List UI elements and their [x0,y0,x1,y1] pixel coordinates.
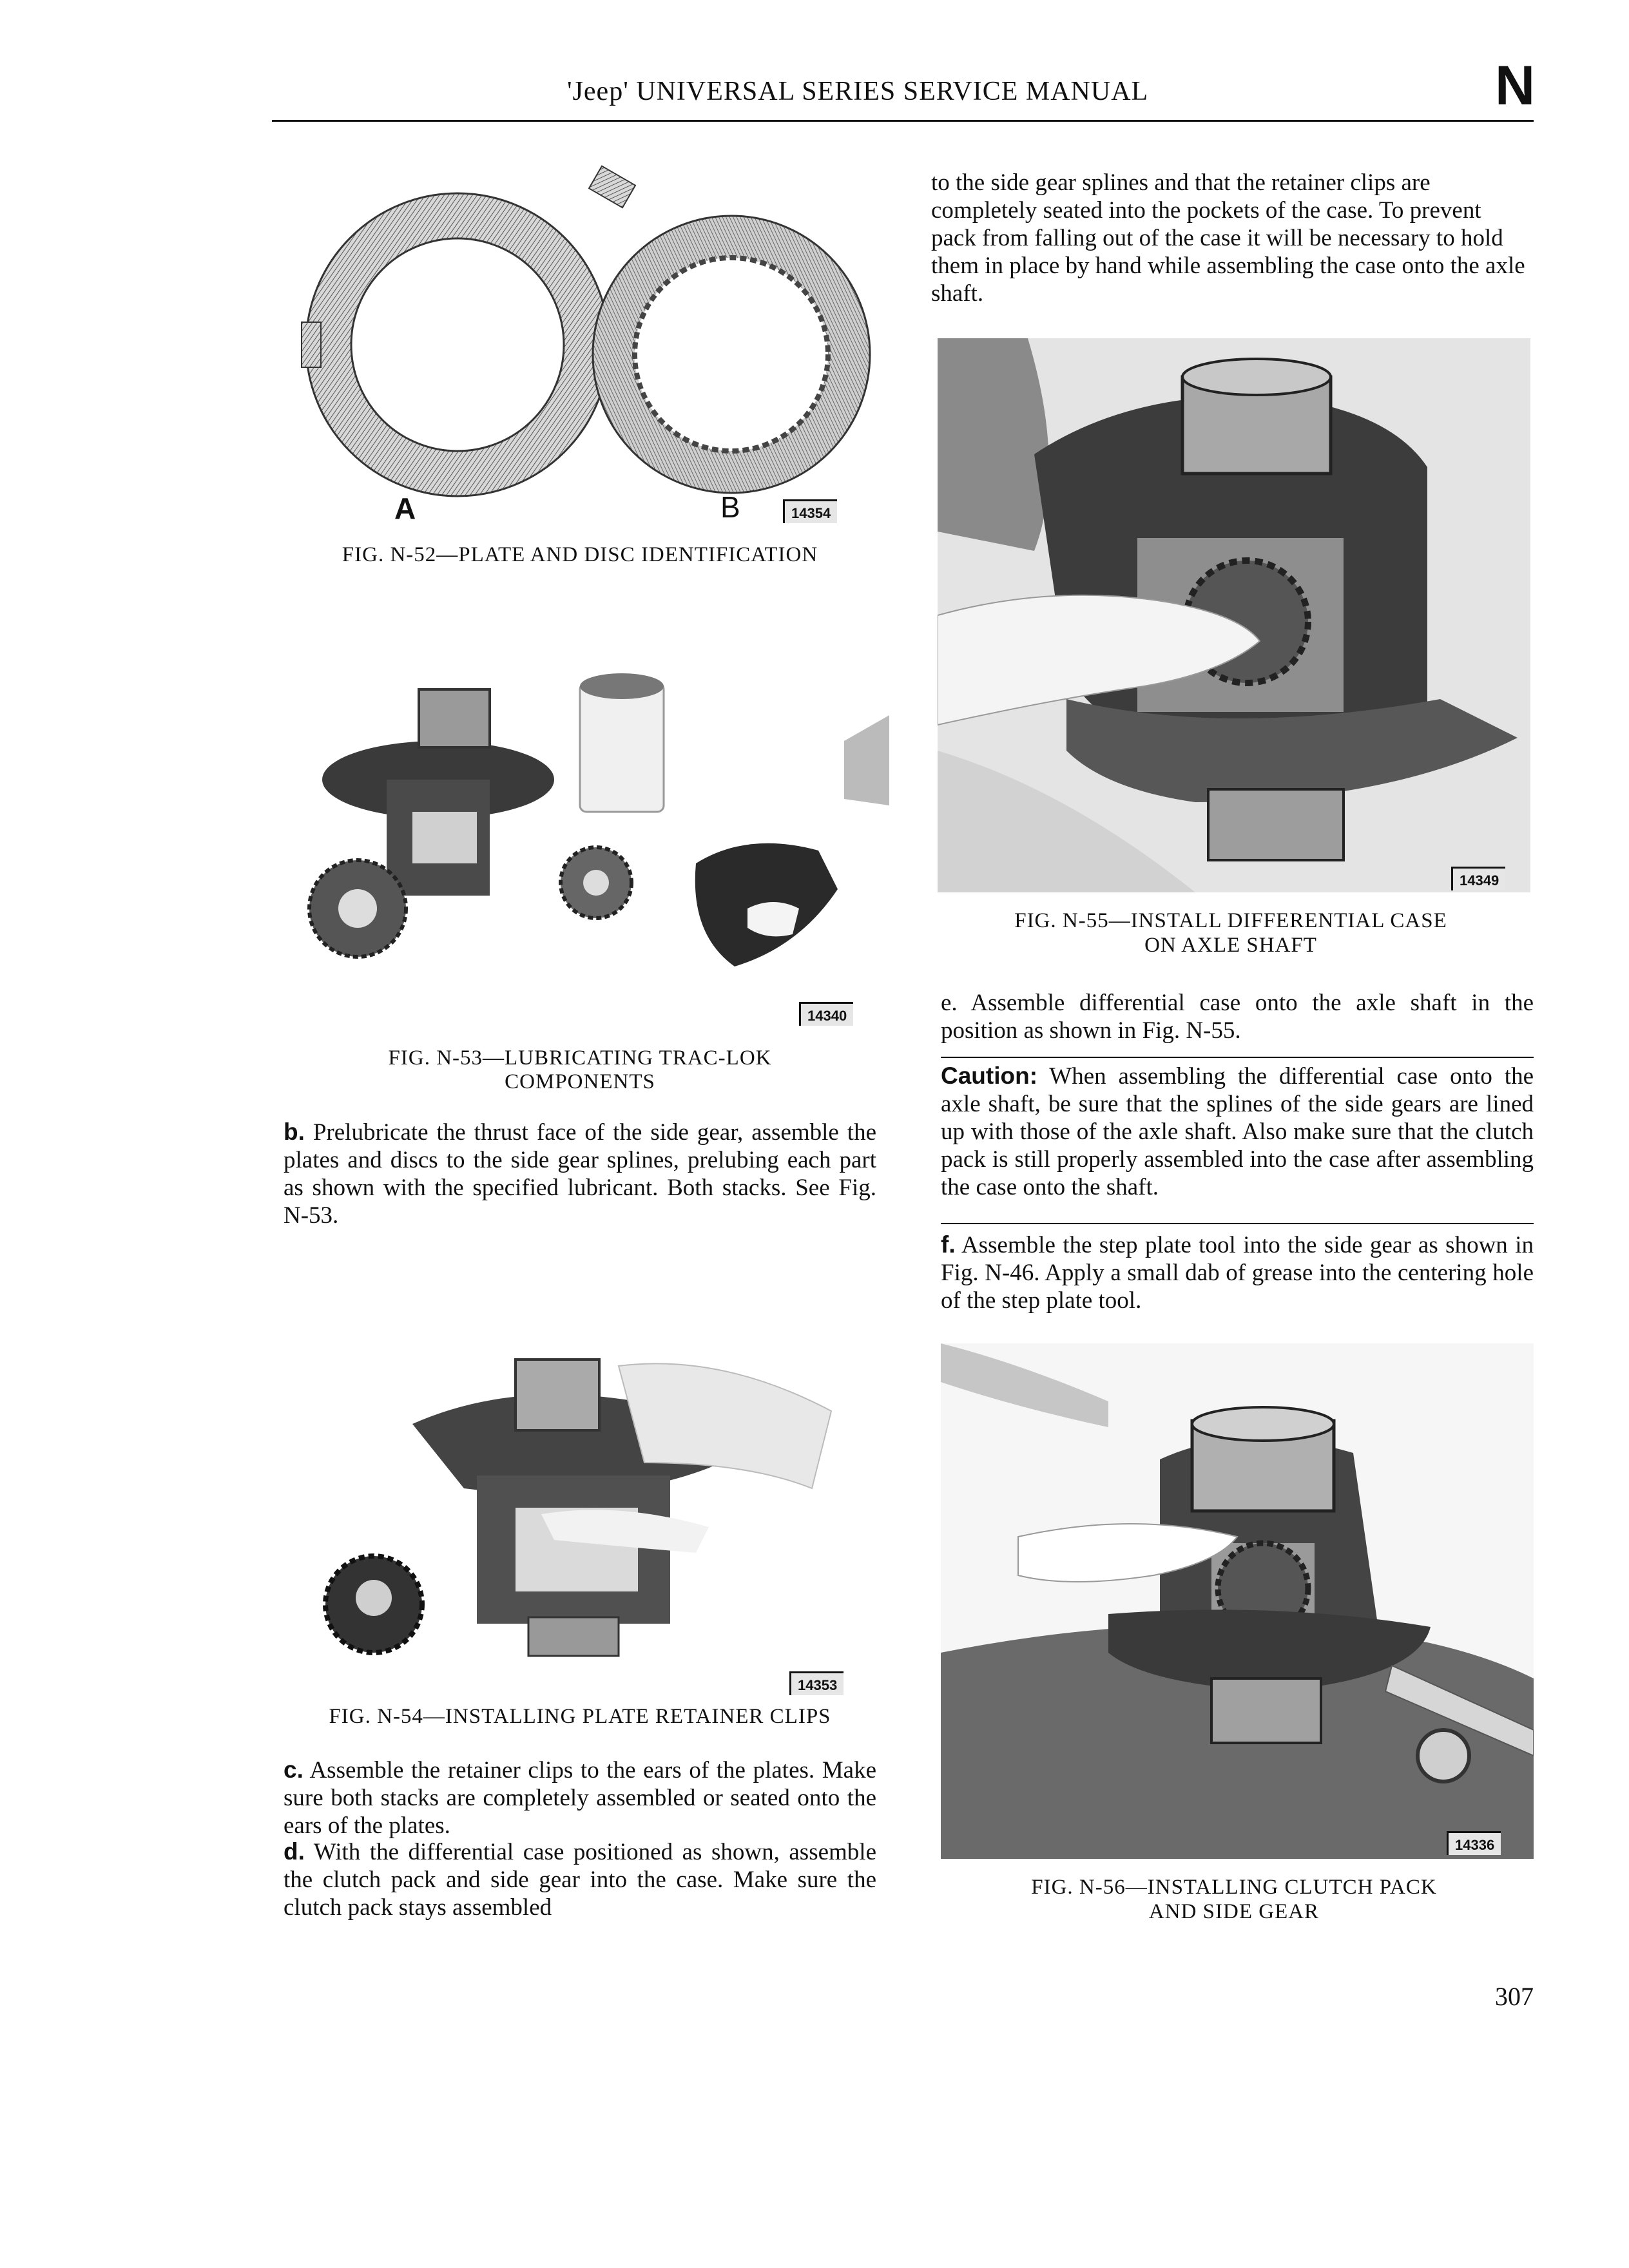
figure-n56-photo [941,1343,1534,1859]
caution-lead: Caution: [941,1062,1038,1089]
step-d-text: With the differential case positioned as shown, assemble the clutch pack and side gear into the case. Make sure the clutch pack stays assembled [284,1839,876,1921]
figure-n52-caption: FIG. N-52—PLATE AND DISC IDENTIFICATION [342,543,818,566]
step-e-text: Assemble differential case onto the axle shaft in the position as shown in Fig. N-55. [941,990,1534,1044]
disc-b-illustration [593,216,870,493]
page-number: 307 [1495,1982,1534,2011]
plate-a-illustration [302,166,635,496]
figure-n56-caption-line1: FIG. N-56—INSTALLING CLUTCH PACK [1031,1876,1437,1899]
figure-n54-caption: FIG. N-54—INSTALLING PLATE RETAINER CLIPS [329,1705,831,1728]
section-letter: N [1495,55,1536,117]
step-b-lead: b. [284,1119,305,1145]
figure-n53-caption-line1: FIG. N-53—LUBRICATING TRAC-LOK [388,1046,772,1070]
figure-n55-caption-line2: ON AXLE SHAFT [1144,934,1317,957]
figure-n54-photo [284,1295,889,1695]
figure-n55-photo [938,338,1530,892]
figure-n53-caption-line2: COMPONENTS [505,1070,655,1093]
figure-n53-photo [284,664,889,1037]
figure-n52-label-b: B [720,490,740,524]
figure-n55-tag: 14349 [1451,867,1505,890]
header-rule [272,120,1534,122]
figure-n53-tag: 14340 [799,1002,853,1026]
step-b-text: Prelubricate the thrust face of the side gear, assemble the plates and discs to the side gear splines, prelubing each part as shown with the specified lubricant. Both stacks. See Fig. N-53. [284,1119,877,1229]
caution-top-rule [941,1057,1534,1058]
caution-paragraph [941,1062,1534,1201]
page-header-title: 'Jeep' UNIVERSAL SERIES SERVICE MANUAL [567,77,1149,106]
step-e-lead: e. [941,990,958,1016]
figure-n56-tag: 14336 [1447,1831,1501,1855]
step-c-lead: c. [284,1756,304,1783]
step-f-lead: f. [941,1231,956,1258]
caution-bottom-rule [941,1223,1534,1224]
step-f-text: Assemble the step plate tool into the side gear as shown in Fig. N-46. Apply a small dab of grease into the centering hole of the step plate tool. [941,1232,1534,1314]
step-e-paragraph [941,989,1534,1044]
step-c-paragraph [284,1756,876,1840]
step-f-paragraph [941,1231,1534,1314]
figure-n55-caption-line1: FIG. N-55—INSTALL DIFFERENTIAL CASE [1014,909,1447,932]
step-b-paragraph [284,1118,876,1229]
step-c-text: Assemble the retainer clips to the ears of the plates. Make sure both stacks are completely assembled or seated onto the ears of the plates. [284,1757,877,1839]
figure-n52-label-a: A [394,492,416,525]
step-d-paragraph [284,1838,876,1921]
figure-n52-photo [284,161,889,541]
caution-text: When assembling the differential case onto the axle shaft, be sure that the splines of the side gears are lined up with those of the axle shaft. Also make sure that the clutch pack is still properly assembled into the case after assembling the case onto the shaft. [941,1063,1534,1200]
step-d-lead: d. [284,1838,305,1865]
continued-paragraph: to the side gear splines and that the retainer clips are completely seated into the pockets of the case. To prevent pack from falling out of the case it will be necessary to hold them in place by hand while assembling the case onto the axle shaft. [931,169,1525,307]
figure-n54-tag: 14353 [789,1671,843,1695]
figure-n52-tag: 14354 [783,499,837,523]
figure-n56-caption-line2: AND SIDE GEAR [1148,1900,1320,1923]
